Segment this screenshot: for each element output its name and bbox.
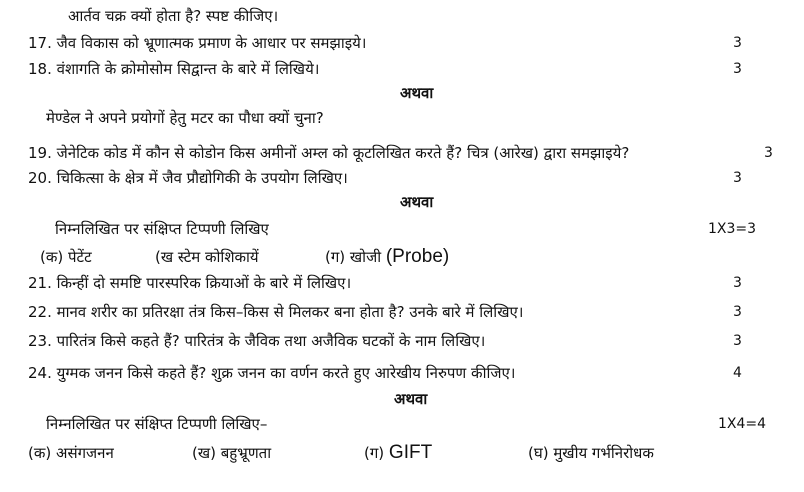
option-20-kha — [155, 246, 259, 268]
question-18-marks: 3 — [733, 61, 742, 77]
option-24-ga — [364, 442, 432, 464]
question-22-marks: 3 — [733, 304, 742, 320]
question-21-marks: 3 — [733, 275, 742, 291]
question-22-text: 22. मानव शरीर का प्रतिरक्षा तंत्र किस–किस से मिलकर बना होता है? उनके बारे में लिखिए। — [28, 303, 524, 321]
question-17-marks: 3 — [733, 35, 742, 51]
question-23-text: 23. पारितंत्र किसे कहते हैं? पारितंत्र के जैविक तथा अजैविक घटकों के नाम लिखिए। — [28, 332, 486, 350]
option-24-kha — [192, 442, 271, 464]
question-19-text: 19. जेनेटिक कोड में कौन से कोडोन किस अमीनों अम्ल को कूटलिखित करते हैं? चित्र (आरेख) द्वारा समझाइये? — [28, 144, 630, 162]
question-24-text: 24. युग्मक जनन किसे कहते हैं? शुक्र जनन का वर्णन करते हुए आरेखीय निरुपण कीजिए। — [28, 364, 516, 382]
question-20-alt-text: निम्नलिखित पर संक्षिप्त टिप्पणी लिखिए — [55, 220, 269, 238]
option-24-ka-text: (क) असंगजनन — [28, 444, 114, 462]
option-24-ka — [28, 442, 114, 464]
option-24-gha — [528, 442, 654, 464]
question-24-marks: 4 — [733, 365, 742, 381]
question-20-text: 20. चिकित्सा के क्षेत्र में जैव प्रौद्योगिकी के उपयोग लिखिए। — [28, 169, 348, 187]
option-20-ga-latin: (Probe) — [385, 246, 450, 267]
option-20-kha-text: (ख स्टेम कोशिकायें — [155, 248, 259, 266]
question-24-alt-text: निम्नलिखित पर संक्षिप्त टिप्पणी लिखिए– — [46, 415, 268, 433]
question-24-alt-marks: 1X4=4 — [718, 416, 767, 432]
or-heading-1: अथवा — [400, 84, 434, 102]
question-18-text: 18. वंशागति के क्रोमोसोम सिद्वान्त के बारे में लिखिये। — [28, 60, 320, 78]
question-20-alt-marks: 1X3=3 — [708, 221, 757, 237]
option-20-ga-text: (ग) खोजी — [325, 248, 386, 266]
question-20-marks: 3 — [733, 170, 742, 186]
or-heading-3: अथवा — [394, 390, 428, 408]
option-24-ga-latin: GIFT — [388, 442, 433, 463]
option-20-ka — [40, 246, 92, 268]
question-16-alt-text: आर्तव चक्र क्यों होता है? स्पष्ट कीजिए। — [68, 7, 279, 25]
question-19-marks: 3 — [764, 145, 773, 161]
option-20-ga — [325, 246, 449, 268]
option-24-gha-text: (घ) मुखीय गर्भनिरोधक — [528, 444, 654, 462]
option-24-ga-text: (ग) — [364, 444, 389, 462]
option-20-ka-text: (क) पेटेंट — [40, 248, 92, 266]
question-17-text: 17. जैव विकास को भ्रूणात्मक प्रमाण के आधार पर समझाइये। — [28, 34, 367, 52]
or-heading-2: अथवा — [400, 193, 434, 211]
question-21-text: 21. किन्हीं दो समष्टि पारस्परिक क्रियाओं के बारे में लिखिए। — [28, 274, 352, 292]
question-23-marks: 3 — [733, 333, 742, 349]
option-24-kha-text: (ख) बहुभ्रूणता — [192, 444, 272, 462]
question-18-alt-text: मेण्डेल ने अपने प्रयोगों हेतु मटर का पौधा क्यों चुना? — [46, 109, 324, 127]
